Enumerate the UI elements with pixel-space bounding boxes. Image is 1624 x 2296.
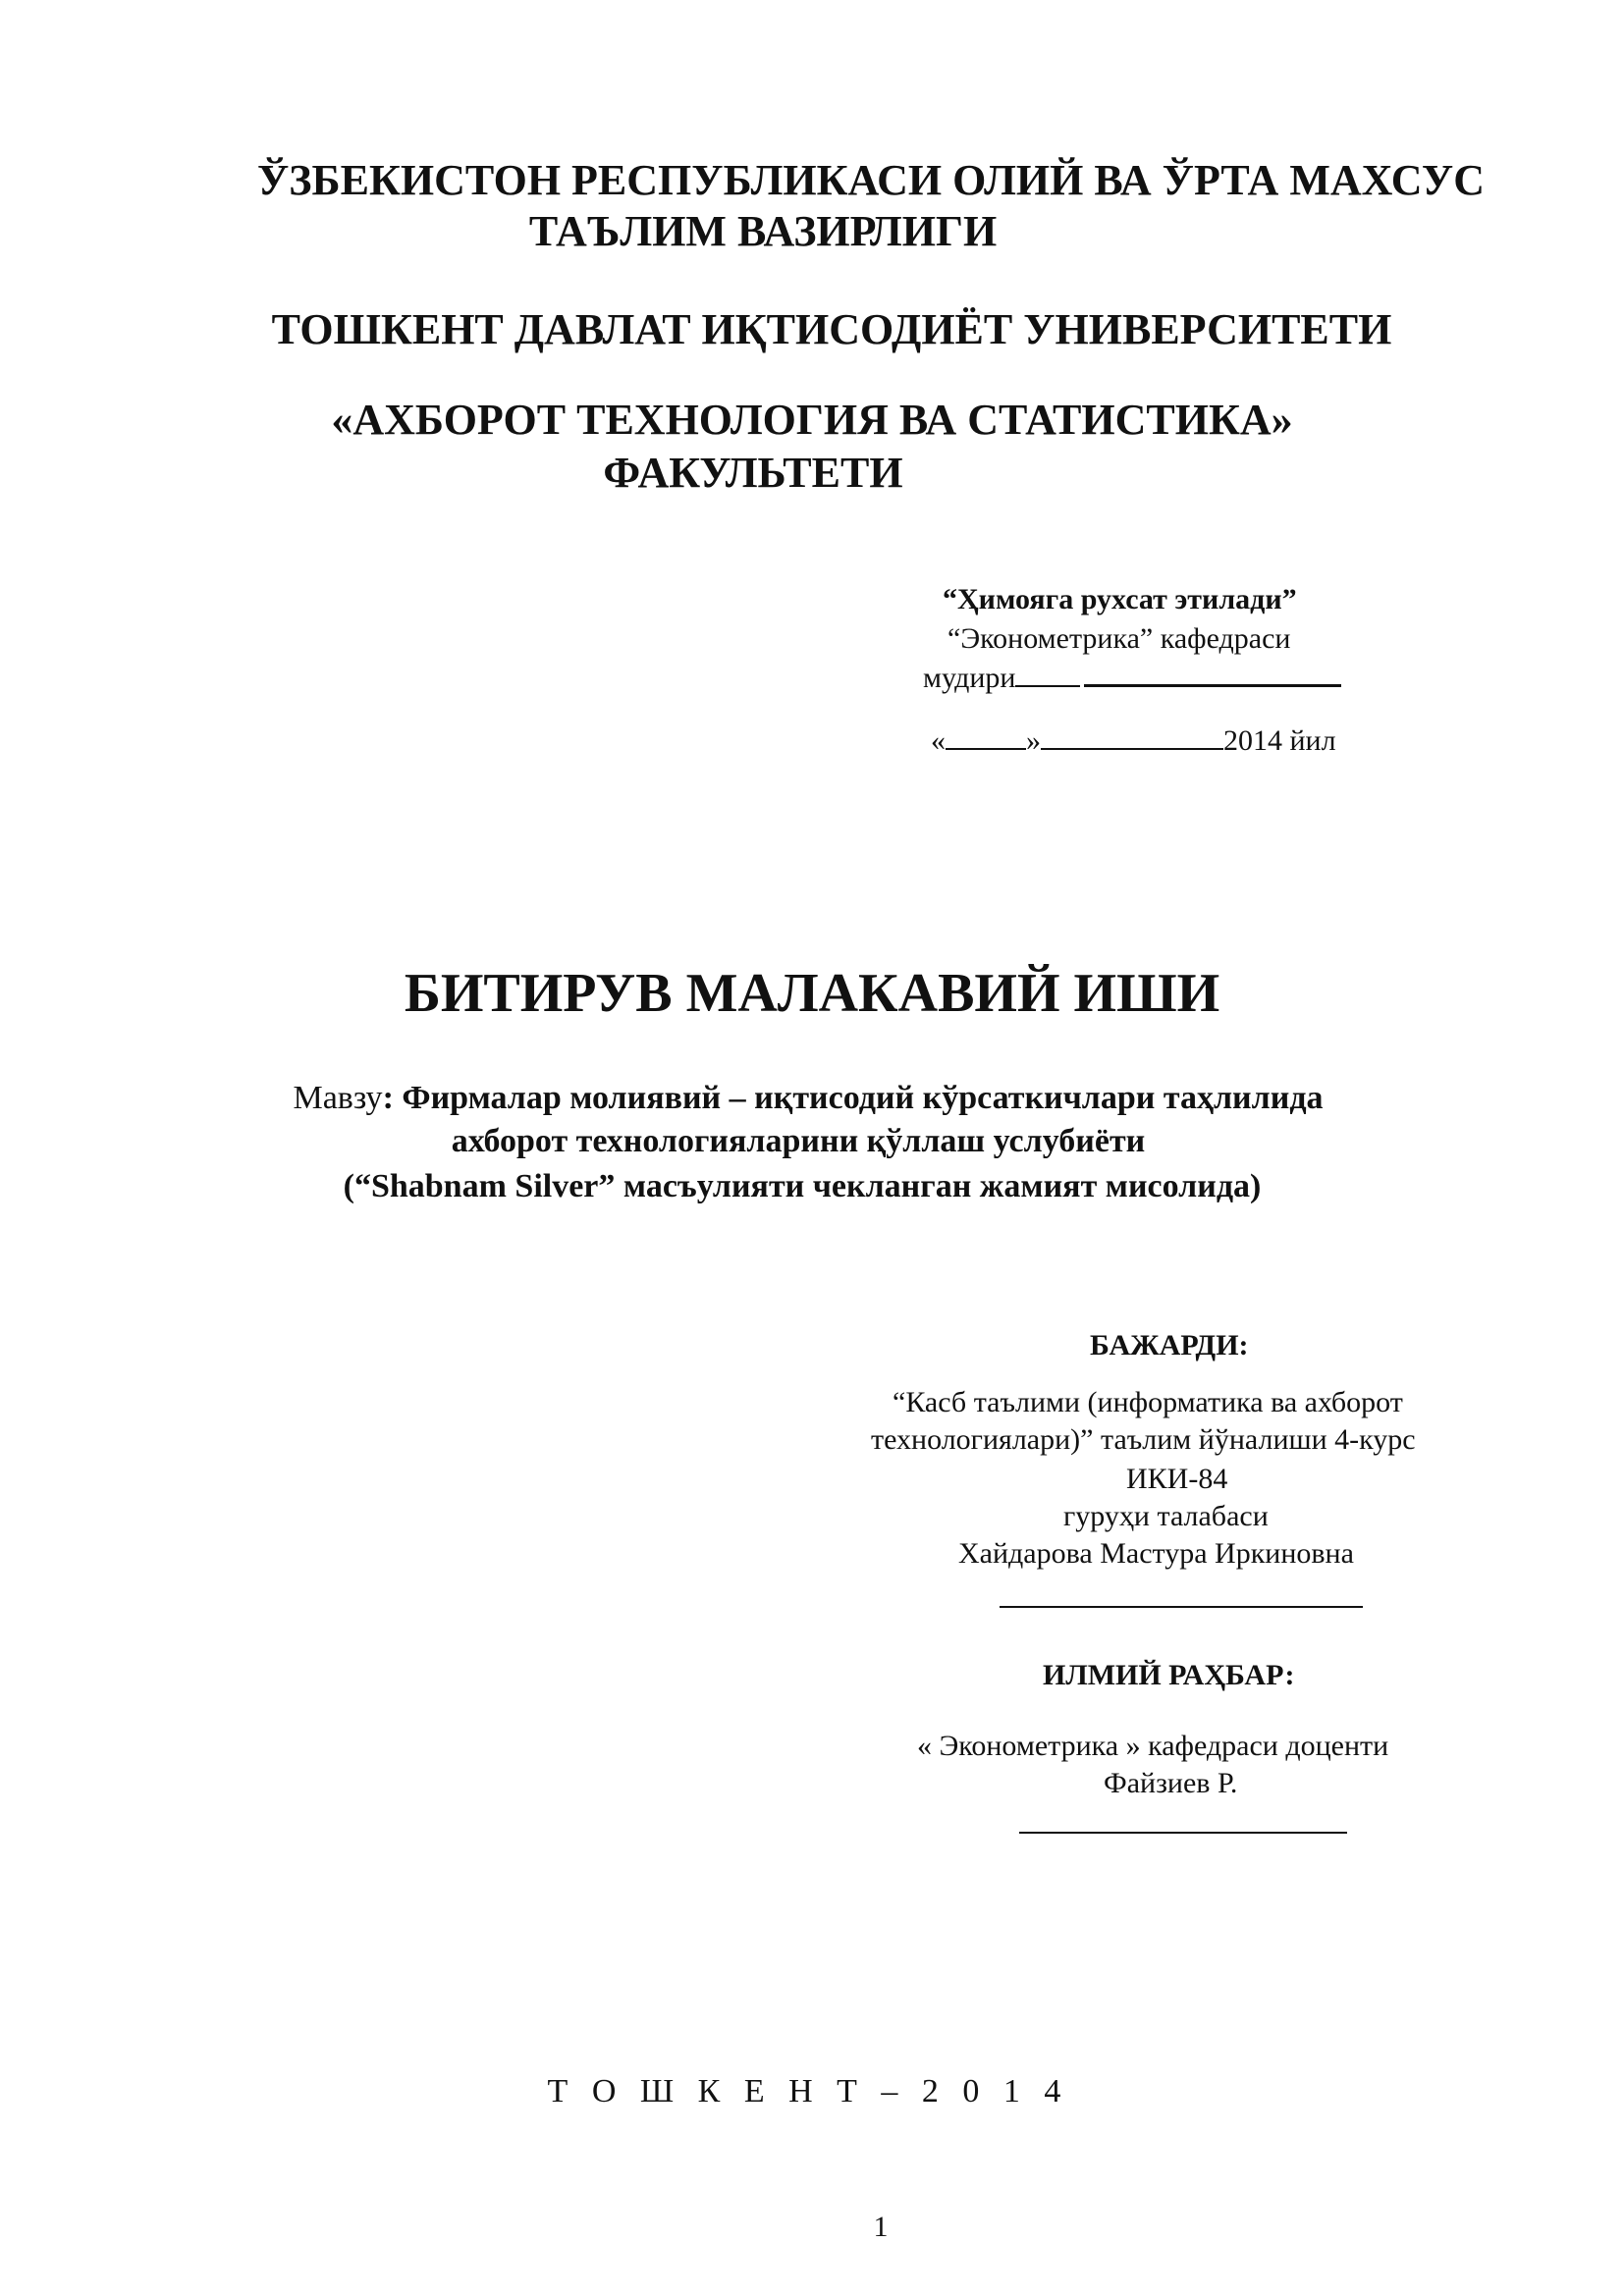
date-close-quote: »	[1026, 724, 1041, 757]
performer-signature-line	[1000, 1606, 1363, 1608]
day-blank	[946, 724, 1026, 750]
performer-line-1: “Касб таълими (информатика ва ахборот	[893, 1386, 1403, 1418]
signature-blank-short	[1015, 662, 1080, 687]
supervisor-heading: ИЛМИЙ РАҲБАР:	[1043, 1659, 1295, 1691]
city-year: Т О Ш К Е Н Т – 2 0 1 4	[547, 2073, 1069, 2109]
approval-title: “Ҳимояга рухсат этилади”	[943, 583, 1297, 615]
performer-name: Хайдарова Мастура Иркиновна	[958, 1537, 1354, 1570]
performer-heading: БАЖАРДИ:	[1090, 1329, 1249, 1362]
approval-year: 2014 йил	[1223, 724, 1336, 757]
approval-department: “Эконометрика” кафедраси	[947, 622, 1291, 655]
date-open-quote: «	[931, 724, 946, 757]
performer-line-2: технологиялари)” таълим йўналиши 4-курс	[871, 1423, 1416, 1456]
page-number: 1	[873, 2211, 889, 2243]
supervisor-name: Файзиев Р.	[1104, 1767, 1238, 1799]
university-name: ТОШКЕНТ ДАВЛАТ ИҚТИСОДИЁТ УНИВЕРСИТЕТИ	[271, 305, 1392, 353]
performer-line-4: гуруҳи талабаси	[1063, 1500, 1269, 1532]
signature-blank-long	[1084, 661, 1341, 687]
supervisor-position: « Эконометрика » кафедраси доценти	[917, 1730, 1389, 1762]
faculty-line-2: ФАКУЛЬТЕТИ	[603, 449, 903, 497]
approval-date-line	[931, 722, 1336, 760]
topic-line-2: ахборот технологияларини қўллаш услубиёти	[451, 1123, 1146, 1159]
approval-head-label: мудири	[923, 662, 1016, 694]
topic-label: Мавзу	[293, 1080, 383, 1116]
ministry-line-1: ЎЗБЕКИСТОН РЕСПУБЛИКАСИ ОЛИЙ ВА ЎРТА МАХСУС	[256, 156, 1485, 204]
faculty-line-1: «АХБОРОТ ТЕХНОЛОГИЯ ВА СТАТИСТИКА»	[331, 396, 1293, 444]
ministry-line-2: ТАЪЛИМ ВАЗИРЛИГИ	[528, 207, 998, 255]
performer-group: ИКИ-84	[1126, 1463, 1228, 1495]
topic-text-1: Фирмалар молиявий – иқтисодий кўрсаткичлари таҳлилида	[393, 1080, 1324, 1116]
approval-head-line	[923, 660, 1341, 697]
topic-colon: :	[382, 1080, 394, 1116]
supervisor-signature-line	[1019, 1832, 1347, 1834]
topic-line-3: (“Shabnam Silver” масъулияти чекланган жамият мисолида)	[343, 1168, 1262, 1204]
month-blank	[1041, 724, 1223, 750]
topic-line-1	[0, 1078, 1620, 1119]
work-title: БИТИРУВ МАЛАКАВИЙ ИШИ	[404, 963, 1220, 1024]
